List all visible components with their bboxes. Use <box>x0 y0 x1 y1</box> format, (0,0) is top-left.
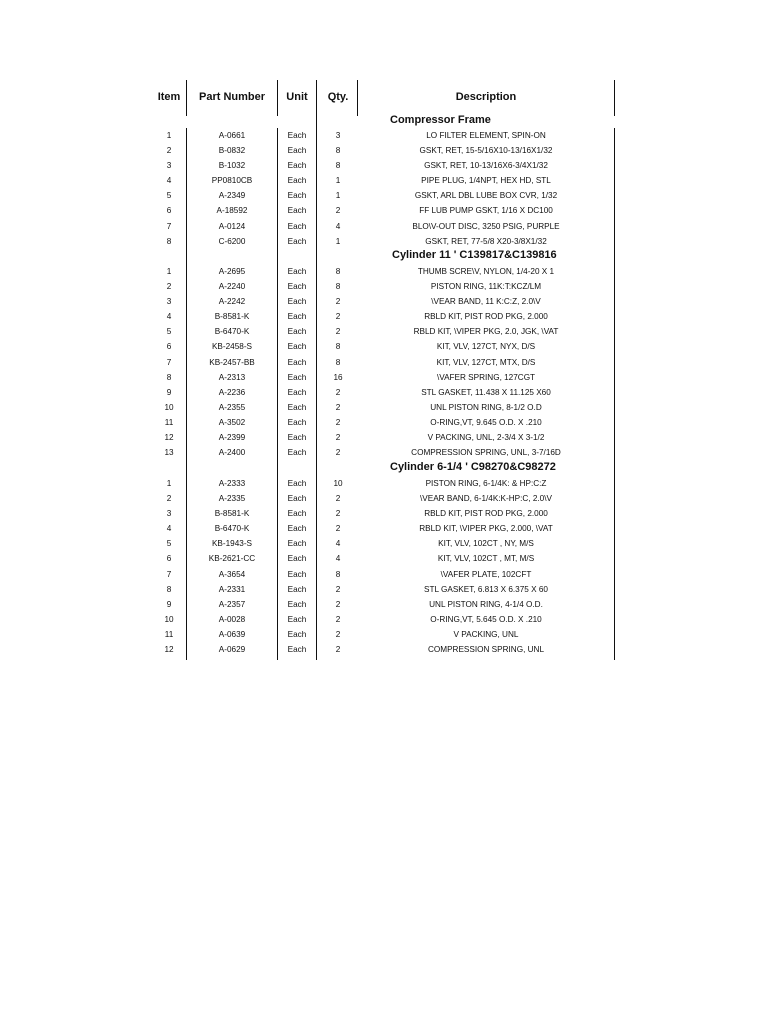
qty-cell: 8 <box>335 146 341 156</box>
unit-cell: Each <box>287 312 307 322</box>
part-number-cell: A-2333 <box>218 479 246 488</box>
description-cell: O-RING,VT, 5.645 O.D. X .210 <box>430 614 542 624</box>
qty-cell: 4 <box>335 539 341 549</box>
table-row <box>0 491 768 506</box>
table-row <box>0 203 768 218</box>
table-row <box>0 506 768 521</box>
part-number-cell: A-2695 <box>218 267 246 276</box>
unit-cell: Each <box>287 539 307 549</box>
item-number-cell: 10 <box>164 614 174 624</box>
table-row <box>0 234 768 249</box>
description-cell: PIPE PLUG, 1/4NPT, HEX HD, STL <box>421 176 551 186</box>
unit-cell: Each <box>287 372 307 382</box>
description-cell: BLO\V-OUT DISC, 3250 PSIG, PURPLE <box>412 221 560 231</box>
qty-cell: 2 <box>335 448 341 458</box>
description-cell: GSKT, RET, 10-13/16X6-3/4X1/32 <box>424 161 548 171</box>
unit-cell: Each <box>287 524 307 534</box>
description-cell: KIT, VLV, 102CT , MT, M/S <box>437 554 535 564</box>
qty-cell: 2 <box>335 599 341 609</box>
table-row <box>0 597 768 612</box>
part-number-cell: A-2331 <box>218 584 246 594</box>
unit-cell: Each <box>287 131 307 140</box>
item-number-cell: 10 <box>164 402 174 412</box>
part-number-cell: B-6470-K <box>214 327 250 337</box>
table-row <box>0 476 768 491</box>
description-cell: UNL PISTON RING, 8-1/2 O.D <box>430 402 542 412</box>
item-number-cell: 7 <box>166 357 172 367</box>
qty-cell: 4 <box>335 221 341 231</box>
part-number-cell: A-0661 <box>218 131 246 140</box>
item-number-cell: 5 <box>166 539 172 549</box>
part-number-cell: B-8581-K <box>214 509 250 519</box>
item-number-cell: 12 <box>164 433 174 443</box>
qty-cell: 2 <box>335 312 341 322</box>
description-cell: FF LUB PUMP GSKT, 1/16 X DC100 <box>419 206 553 216</box>
item-number-cell: 9 <box>166 387 172 397</box>
unit-cell: Each <box>287 614 307 624</box>
unit-cell: Each <box>287 297 307 307</box>
table-row <box>0 264 768 279</box>
unit-cell: Each <box>287 417 307 427</box>
section-title-cylinder-11: Cylinder 11 ' C139817&C139816 <box>392 249 557 261</box>
item-number-cell: 2 <box>166 146 172 156</box>
qty-cell: 2 <box>335 645 341 655</box>
qty-cell: 8 <box>335 342 341 352</box>
part-number-cell: B-6470-K <box>214 524 250 534</box>
qty-cell: 2 <box>335 494 341 504</box>
description-cell: \VEAR BAND, 6-1/4K:K-HP:C, 2.0\V <box>420 494 552 504</box>
qty-cell: 8 <box>335 267 341 276</box>
item-number-cell: 6 <box>166 206 172 216</box>
description-cell: COMPRESSION SPRING, UNL <box>427 645 544 655</box>
part-number-cell: KB-1943-S <box>211 539 253 549</box>
table-row <box>0 582 768 597</box>
item-number-cell: 2 <box>166 282 172 292</box>
table-row <box>0 279 768 294</box>
table-row <box>0 445 768 460</box>
item-number-cell: 1 <box>166 131 172 140</box>
description-cell: \VAFER PLATE, 102CFT <box>440 569 532 579</box>
section-title-compressor-frame: Compressor Frame <box>390 114 491 126</box>
unit-cell: Each <box>287 267 307 276</box>
part-number-cell: A-3502 <box>218 417 246 427</box>
qty-cell: 1 <box>335 191 341 201</box>
item-number-cell: 5 <box>166 191 172 201</box>
table-row <box>0 128 768 143</box>
column-divider <box>186 80 187 116</box>
item-number-cell: 6 <box>166 554 172 564</box>
unit-cell: Each <box>287 433 307 443</box>
item-number-cell: 4 <box>166 524 172 534</box>
item-number-cell: 9 <box>166 599 172 609</box>
qty-cell: 8 <box>335 161 341 171</box>
part-number-cell: B-1032 <box>218 161 246 171</box>
header-description: Description <box>455 91 517 103</box>
description-cell: THUMB SCRE\V, NYLON, 1/4-20 X 1 <box>417 267 555 276</box>
item-number-cell: 3 <box>166 297 172 307</box>
column-divider <box>614 80 615 116</box>
item-number-cell: 8 <box>166 584 172 594</box>
table-row <box>0 642 768 657</box>
item-number-cell: 4 <box>166 312 172 322</box>
qty-cell: 8 <box>335 282 341 292</box>
section-rows-cylinder-6-1-4 <box>0 476 768 657</box>
qty-cell: 8 <box>335 357 341 367</box>
header-qty: Qty. <box>327 91 349 103</box>
part-number-cell: A-3654 <box>218 569 246 579</box>
unit-cell: Each <box>287 584 307 594</box>
table-row <box>0 415 768 430</box>
table-row <box>0 294 768 309</box>
part-number-cell: KB-2457-BB <box>209 357 255 367</box>
part-number-cell: A-0629 <box>218 645 246 655</box>
unit-cell: Each <box>287 599 307 609</box>
unit-cell: Each <box>287 146 307 156</box>
unit-cell: Each <box>287 342 307 352</box>
item-number-cell: 7 <box>166 569 172 579</box>
item-number-cell: 4 <box>166 176 172 186</box>
table-row <box>0 158 768 173</box>
qty-cell: 2 <box>335 629 341 639</box>
unit-cell: Each <box>287 282 307 292</box>
table-row <box>0 370 768 385</box>
qty-cell: 2 <box>335 524 341 534</box>
unit-cell: Each <box>287 645 307 655</box>
part-number-cell: A-2335 <box>218 494 246 504</box>
item-number-cell: 12 <box>164 645 174 655</box>
unit-cell: Each <box>287 206 307 216</box>
qty-cell: 16 <box>333 372 343 382</box>
description-cell: KIT, VLV, 127CT, NYX, D/S <box>436 342 536 352</box>
item-number-cell: 8 <box>166 372 172 382</box>
qty-cell: 2 <box>335 584 341 594</box>
qty-cell: 8 <box>335 569 341 579</box>
table-row <box>0 385 768 400</box>
description-cell: GSKT, RET, 77-5/8 X20-3/8X1/32 <box>425 236 547 246</box>
table-row <box>0 219 768 234</box>
part-number-cell: A-2357 <box>218 599 246 609</box>
table-row <box>0 324 768 339</box>
description-cell: GSKT, ARL DBL LUBE BOX CVR, 1/32 <box>414 191 558 201</box>
description-cell: STL GASKET, 6.813 X 6.375 X 60 <box>424 584 548 594</box>
item-number-cell: 3 <box>166 161 172 171</box>
table-row <box>0 339 768 354</box>
table-row <box>0 400 768 415</box>
unit-cell: Each <box>287 629 307 639</box>
qty-cell: 2 <box>335 614 341 624</box>
item-number-cell: 1 <box>166 267 172 276</box>
qty-cell: 4 <box>335 554 341 564</box>
part-number-cell: A-2349 <box>218 191 246 201</box>
qty-cell: 2 <box>335 509 341 519</box>
item-number-cell: 2 <box>166 494 172 504</box>
description-cell: RBLD KIT, \VIPER PKG, 2.000, \VAT <box>419 524 553 534</box>
table-row <box>0 612 768 627</box>
item-number-cell: 6 <box>166 342 172 352</box>
part-number-cell: A-2399 <box>218 433 246 443</box>
item-number-cell: 1 <box>166 479 172 488</box>
description-cell: V PACKING, UNL <box>453 629 519 639</box>
description-cell: KIT, VLV, 127CT, MTX, D/S <box>436 357 536 367</box>
unit-cell: Each <box>287 402 307 412</box>
table-row <box>0 627 768 642</box>
qty-cell: 10 <box>333 479 343 488</box>
description-cell: RBLD KIT, PIST ROD PKG, 2.000 <box>424 312 548 322</box>
description-cell: O-RING,VT, 9.645 O.D. X .210 <box>430 417 542 427</box>
part-number-cell: PP0810CB <box>211 176 253 186</box>
unit-cell: Each <box>287 479 307 488</box>
table-row <box>0 173 768 188</box>
section-rows-cylinder-11 <box>0 264 768 460</box>
table-row <box>0 309 768 324</box>
unit-cell: Each <box>287 191 307 201</box>
description-cell: PISTON RING, 6-1/4K: & HP:C:Z <box>425 479 547 488</box>
unit-cell: Each <box>287 569 307 579</box>
part-number-cell: C-6200 <box>218 236 246 246</box>
description-cell: RBLD KIT, PIST ROD PKG, 2.000 <box>424 509 548 519</box>
header-unit: Unit <box>286 91 308 103</box>
item-number-cell: 7 <box>166 221 172 231</box>
part-number-cell: B-8581-K <box>214 312 250 322</box>
qty-cell: 3 <box>335 131 341 140</box>
description-cell: KIT, VLV, 102CT , NY, M/S <box>438 539 534 549</box>
part-number-cell: A-2236 <box>218 387 246 397</box>
description-cell: STL GASKET, 11.438 X 11.125 X60 <box>421 387 551 397</box>
table-row <box>0 188 768 203</box>
part-number-cell: A-18592 <box>216 206 248 216</box>
unit-cell: Each <box>287 236 307 246</box>
description-cell: \VAFER SPRING, 127CGT <box>436 372 536 382</box>
description-cell: LO FILTER ELEMENT, SPIN-ON <box>426 131 546 140</box>
unit-cell: Each <box>287 494 307 504</box>
description-cell: COMPRESSION SPRING, UNL, 3-7/16D <box>411 448 561 458</box>
unit-cell: Each <box>287 327 307 337</box>
qty-cell: 2 <box>335 402 341 412</box>
table-row <box>0 536 768 551</box>
unit-cell: Each <box>287 176 307 186</box>
part-number-cell: A-2313 <box>218 372 246 382</box>
qty-cell: 2 <box>335 327 341 337</box>
item-number-cell: 11 <box>164 417 174 427</box>
unit-cell: Each <box>287 387 307 397</box>
section-rows-compressor-frame <box>0 128 768 249</box>
item-number-cell: 5 <box>166 327 172 337</box>
unit-cell: Each <box>287 161 307 171</box>
table-row <box>0 567 768 582</box>
unit-cell: Each <box>287 448 307 458</box>
unit-cell: Each <box>287 221 307 231</box>
table-row <box>0 430 768 445</box>
part-number-cell: A-2400 <box>218 448 246 458</box>
unit-cell: Each <box>287 357 307 367</box>
qty-cell: 1 <box>335 236 341 246</box>
qty-cell: 2 <box>335 206 341 216</box>
description-cell: PISTON RING, 11K:T:KCZ/LM <box>430 282 542 292</box>
description-cell: GSKT, RET, 15-5/16X10-13/16X1/32 <box>419 146 553 156</box>
item-number-cell: 3 <box>166 509 172 519</box>
part-number-cell: KB-2621-CC <box>208 554 256 564</box>
description-cell: UNL PISTON RING, 4-1/4 O.D. <box>429 599 543 609</box>
part-number-cell: A-0639 <box>218 629 246 639</box>
part-number-cell: KB-2458-S <box>211 342 253 352</box>
item-number-cell: 13 <box>164 448 174 458</box>
table-row <box>0 521 768 536</box>
header-part-number: Part Number <box>198 91 266 103</box>
part-number-cell: A-2240 <box>218 282 246 292</box>
item-number-cell: 8 <box>166 236 172 246</box>
qty-cell: 2 <box>335 433 341 443</box>
part-number-cell: A-0028 <box>218 614 246 624</box>
column-divider <box>277 80 278 116</box>
part-number-cell: A-0124 <box>218 221 246 231</box>
qty-cell: 2 <box>335 297 341 307</box>
unit-cell: Each <box>287 509 307 519</box>
qty-cell: 2 <box>335 387 341 397</box>
part-number-cell: A-2242 <box>218 297 246 307</box>
table-row <box>0 143 768 158</box>
table-row <box>0 355 768 370</box>
column-divider <box>357 80 358 116</box>
table-row <box>0 551 768 566</box>
item-number-cell: 11 <box>164 629 174 639</box>
part-number-cell: A-2355 <box>218 402 246 412</box>
section-title-cylinder-6-1-4: Cylinder 6-1/4 ' C98270&C98272 <box>390 461 556 473</box>
qty-cell: 2 <box>335 417 341 427</box>
part-number-cell: B-0832 <box>218 146 246 156</box>
unit-cell: Each <box>287 554 307 564</box>
description-cell: \VEAR BAND, 11 K:C:Z, 2.0\V <box>431 297 541 307</box>
header-item: Item <box>157 91 181 103</box>
qty-cell: 1 <box>335 176 341 186</box>
description-cell: V PACKING, UNL, 2-3/4 X 3-1/2 <box>427 433 545 443</box>
description-cell: RBLD KIT, \VIPER PKG, 2.0, JGK, \VAT <box>413 327 559 337</box>
